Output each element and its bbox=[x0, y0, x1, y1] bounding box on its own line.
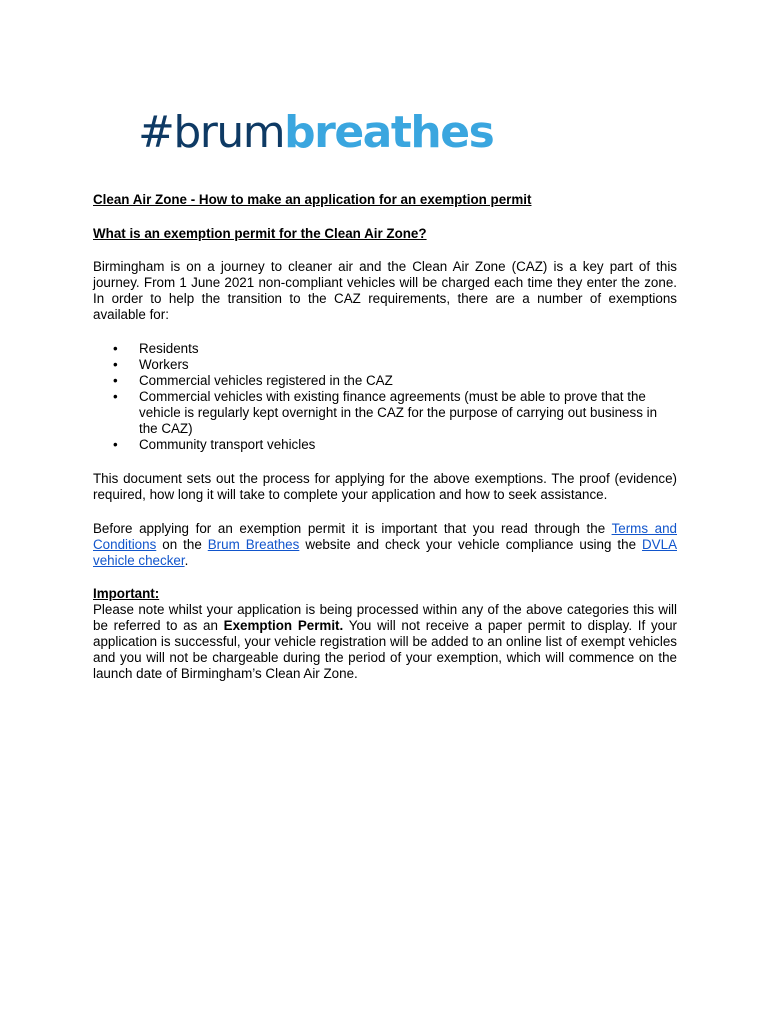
list-item bbox=[93, 389, 677, 437]
list-item bbox=[93, 341, 677, 357]
important-text-1: Please note whilst your application is being processed within any of the above categories this will be referred to as an bbox=[93, 602, 677, 633]
list-item-text: Residents bbox=[139, 341, 199, 356]
list-item bbox=[93, 373, 677, 389]
document-purpose-paragraph: This document sets out the process for applying for the above exemptions. The proof (evidence) required, how long it will take to complete your application and how to seek assistance. bbox=[93, 471, 677, 502]
important-paragraph bbox=[93, 602, 677, 682]
exemption-permit-term: Exemption Permit. bbox=[223, 618, 344, 633]
list-item bbox=[93, 437, 677, 453]
before-applying-paragraph bbox=[93, 521, 677, 569]
list-item-text: Commercial vehicles registered in the CAZ bbox=[139, 373, 393, 388]
bullet-icon: • bbox=[113, 357, 118, 372]
intro-paragraph: Birmingham is on a journey to cleaner air and the Clean Air Zone (CAZ) is a key part of this journey. From 1 June 2021 non-compliant vehicles will be charged each time they enter the zone. In order to help the transition to the CAZ requirements, there are a number of exemptions available for: bbox=[93, 259, 677, 322]
logo-hash-brum: #brum bbox=[138, 107, 285, 158]
brum-breathes-logo bbox=[138, 108, 493, 158]
document-title: Clean Air Zone - How to make an application for an exemption permit bbox=[93, 192, 532, 207]
bullet-icon: • bbox=[113, 373, 118, 388]
dvla-vehicle-checker-link[interactable]: DVLA vehicle checker bbox=[93, 537, 677, 568]
bullet-icon: • bbox=[113, 341, 118, 356]
logo-breathes: breathes bbox=[284, 107, 494, 158]
section-heading: What is an exemption permit for the Clean Air Zone? bbox=[93, 226, 427, 241]
before-applying-text-4: . bbox=[184, 553, 189, 568]
bullet-icon: • bbox=[113, 437, 118, 452]
terms-and-conditions-link[interactable]: Terms and Conditions bbox=[93, 521, 677, 552]
before-applying-text-2: on the bbox=[156, 537, 208, 552]
list-item-text: Workers bbox=[139, 357, 189, 372]
exemptions-list bbox=[93, 341, 677, 453]
before-applying-text-3: website and check your vehicle compliance using the bbox=[299, 537, 643, 552]
list-item-text: Community transport vehicles bbox=[139, 437, 316, 452]
document-body bbox=[93, 192, 677, 682]
list-item bbox=[93, 357, 677, 373]
before-applying-text-1: Before applying for an exemption permit it is important that you read through the bbox=[93, 521, 612, 536]
important-text-2: You will not receive a paper permit to display. If your application is successful, your vehicle registration will be added to an online list of exempt vehicles and you will not be chargeable during the period of your exemption, which will commence on the launch date of Birmingham’s Clean Air Zone. bbox=[93, 618, 677, 681]
important-label: Important: bbox=[93, 586, 160, 601]
bullet-icon: • bbox=[113, 389, 118, 404]
brum-breathes-link[interactable]: Brum Breathes bbox=[207, 537, 300, 552]
list-item-text: Commercial vehicles with existing finance agreements (must be able to prove that the vehicle is regularly kept overnight in the CAZ for the purpose of carrying out business in the CAZ) bbox=[139, 389, 658, 436]
